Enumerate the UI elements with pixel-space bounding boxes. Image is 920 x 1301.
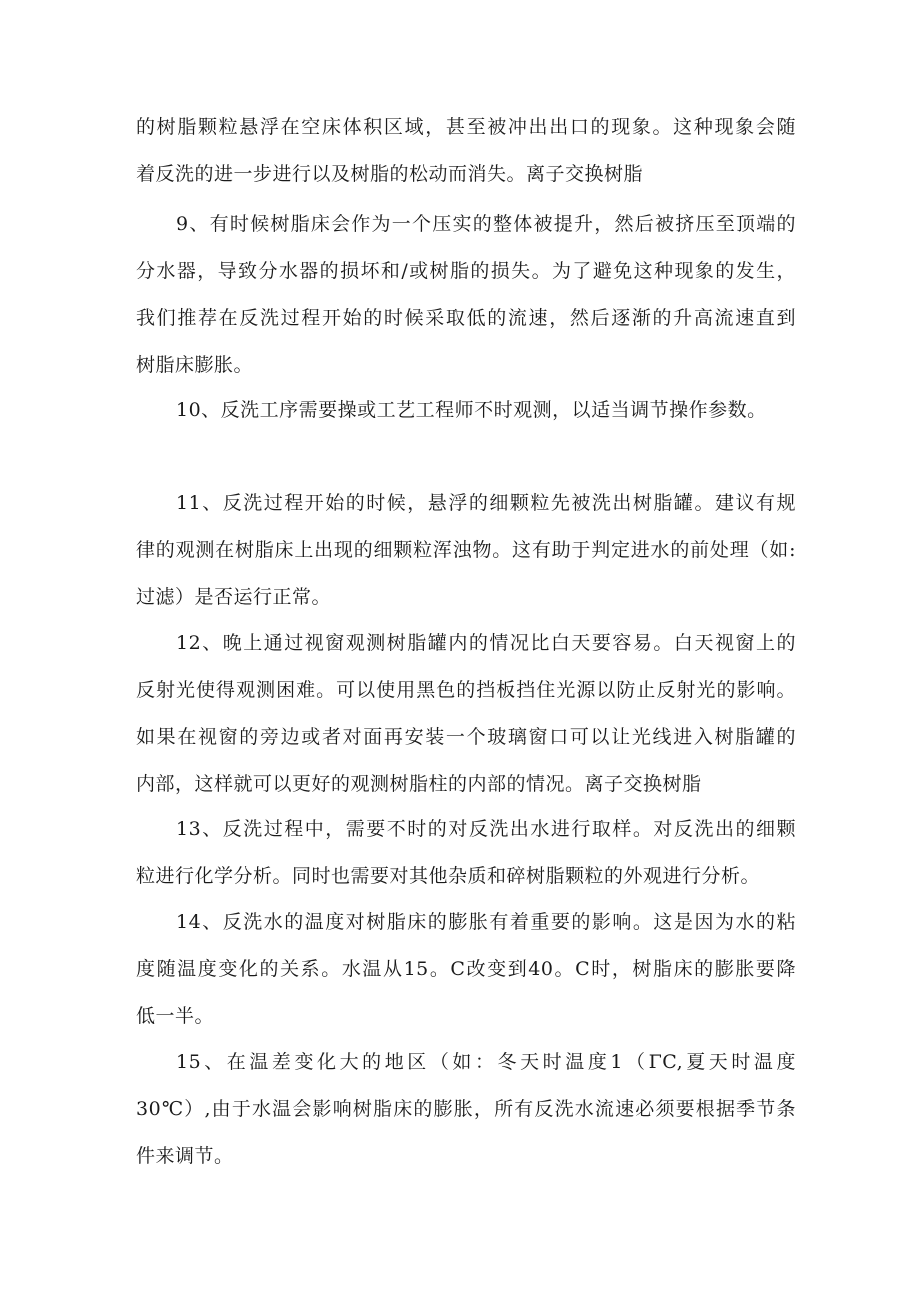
text-line: 11、反洗过程开始的时候，悬浮的细颗粒先被洗出树脂罐。建议有规 bbox=[176, 492, 796, 514]
text-line: 过滤）是否运行正常。 bbox=[136, 586, 332, 608]
text-line: 度随温度变化的关系。水温从15。C改变到40。C时，树脂床的膨胀要降 bbox=[136, 958, 796, 980]
text-line: 着反洗的进一步进行以及树脂的松动而消失。离子交换树脂 bbox=[136, 163, 644, 185]
text-line: 我们推荐在反洗过程开始的时候采取低的流速，然后逐渐的升高流速直到 bbox=[136, 307, 796, 329]
text-line: 内部，这样就可以更好的观测树脂柱的内部的情况。离子交换树脂 bbox=[136, 773, 702, 795]
paragraph-item-13 bbox=[136, 806, 796, 900]
paragraph-item-10 bbox=[136, 387, 796, 434]
paragraph-item-14 bbox=[136, 899, 796, 1040]
text-line: 如果在视窗的旁边或者对面再安装一个玻璃窗口可以让光线进入树脂罐的 bbox=[136, 726, 796, 748]
text-line: 14、反洗水的温度对树脂床的膨胀有着重要的影响。这是因为水的粘 bbox=[176, 911, 796, 933]
text-line: 律的观测在树脂床上出现的细颗粒浑浊物。这有助于判定进水的前处理（如: bbox=[136, 539, 796, 561]
text-line: 粒进行化学分析。同时也需要对其他杂质和碎树脂颗粒的外观进行分析。 bbox=[136, 865, 761, 887]
text-line: 树脂床膨胀。 bbox=[136, 354, 254, 376]
text-line: 15、在温差变化大的地区（如：冬天时温度1（ΓC,夏天时温度 bbox=[176, 1051, 796, 1073]
text-line: 件来调节。 bbox=[136, 1145, 234, 1167]
text-line: 的树脂颗粒悬浮在空床体积区域，甚至被冲出出口的现象。这种现象会随 bbox=[136, 116, 796, 138]
text-line: 反射光使得观测困难。可以使用黑色的挡板挡住光源以防止反射光的影响。 bbox=[136, 679, 796, 701]
paragraph-item-12 bbox=[136, 620, 796, 808]
paragraph-item-11 bbox=[136, 480, 796, 621]
text-line: 9、有时候树脂床会作为一个压实的整体被提升，然后被挤压至顶端的 bbox=[176, 213, 796, 235]
paragraph-continuation bbox=[136, 104, 796, 198]
paragraph-item-15 bbox=[136, 1039, 796, 1180]
text-line: 30℃）,由于水温会影响树脂床的膨胀，所有反洗水流速必须要根据季节条 bbox=[136, 1098, 796, 1120]
text-line: 12、晚上通过视窗观测树脂罐内的情况比白天要容易。白天视窗上的 bbox=[176, 632, 796, 654]
text-line: 低一半。 bbox=[136, 1005, 215, 1027]
text-line: 分水器，导致分水器的损坏和/或树脂的损失。为了避免这种现象的发生， bbox=[136, 260, 796, 282]
paragraph-item-9 bbox=[136, 201, 796, 389]
text-line: 13、反洗过程中，需要不时的对反洗出水进行取样。对反洗出的细颗 bbox=[176, 818, 796, 840]
text-line: 10、反洗工序需要操或工艺工程师不时观测，以适当调节操作参数。 bbox=[176, 399, 767, 421]
